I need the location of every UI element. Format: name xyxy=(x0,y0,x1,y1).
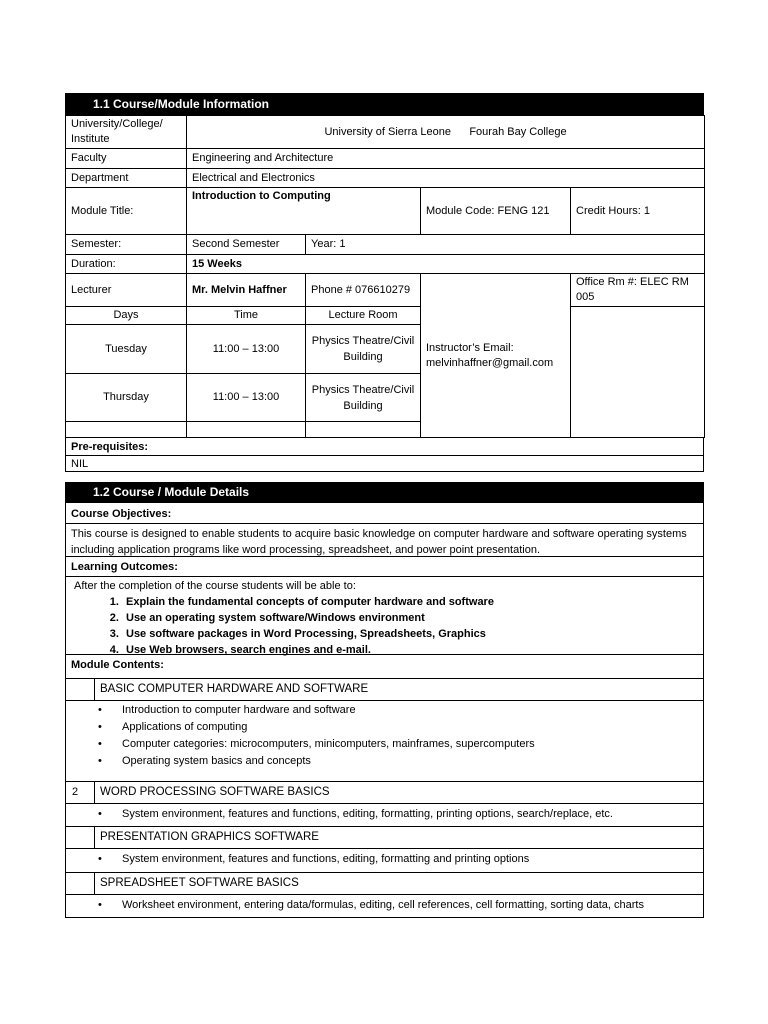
list-item: • Operating system basics and concepts xyxy=(122,753,698,770)
section-heading-course-info: 1.1 Course/Module Information xyxy=(65,93,704,115)
year-value: Year: 1 xyxy=(306,235,705,255)
list-item: • Introduction to computer hardware and software xyxy=(122,702,698,719)
faculty-label: Faculty xyxy=(66,149,187,169)
module-section-number: 2 xyxy=(66,782,95,803)
schedule-time: 11:00 – 13:00 xyxy=(187,374,306,422)
module-contents-label: Module Contents: xyxy=(65,655,704,679)
module-section-items xyxy=(65,701,704,782)
semester-label: Semester: xyxy=(66,235,187,255)
outcome-item: 1. Explain the fundamental concepts of computer hardware and software xyxy=(122,594,698,610)
office-blank xyxy=(571,307,705,438)
module-section-title: PRESENTATION GRAPHICS SOFTWARE xyxy=(100,831,319,843)
course-info-table xyxy=(65,115,705,438)
module-section-header xyxy=(65,679,704,701)
module-code: Module Code: FENG 121 xyxy=(421,188,571,235)
module-section-items xyxy=(65,895,704,918)
module-section-items xyxy=(65,849,704,873)
duration-label: Duration: xyxy=(66,255,187,274)
module-section-header xyxy=(65,827,704,849)
semester-value: Second Semester xyxy=(187,235,306,255)
schedule-time: 11:00 – 13:00 xyxy=(187,325,306,374)
instructor-email-cell xyxy=(421,274,571,438)
list-item: • System environment, features and functions, editing, formatting, printing options, search/replace, etc. xyxy=(122,806,698,823)
faculty-value: Engineering and Architecture xyxy=(187,149,705,169)
module-section-number xyxy=(66,873,95,894)
outcomes-block xyxy=(65,577,704,655)
institution-label: University/College/ Institute xyxy=(66,116,187,149)
outcome-item: 4. Use Web browsers, search engines and e-mail. xyxy=(122,642,698,658)
list-item: • Worksheet environment, entering data/formulas, editing, cell references, cell formatting, sorting data, charts xyxy=(122,897,698,914)
module-title-value: Introduction to Computing xyxy=(187,188,421,235)
list-item: • System environment, features and functions, editing, formatting and printing options xyxy=(122,851,698,868)
office-room: Office Rm #: ELEC RM 005 xyxy=(571,274,705,307)
credit-hours: Credit Hours: 1 xyxy=(571,188,705,235)
prereq-value: NIL xyxy=(65,456,704,472)
module-section-items xyxy=(65,804,704,827)
objectives-label: Course Objectives: xyxy=(65,502,704,524)
schedule-day: Tuesday xyxy=(66,325,187,374)
outcomes-intro: After the completion of the course students will be able to: xyxy=(74,580,356,592)
empty-cell xyxy=(66,422,187,438)
module-section-title: SPREADSHEET SOFTWARE BASICS xyxy=(100,877,299,889)
outcome-item: 3. Use software packages in Word Processing, Spreadsheets, Graphics xyxy=(122,626,698,642)
module-section-title: WORD PROCESSING SOFTWARE BASICS xyxy=(100,786,330,798)
institution-value: University of Sierra Leone Fourah Bay College xyxy=(187,116,705,149)
email-value: melvinhaffner@gmail.com xyxy=(426,356,554,369)
module-section-number xyxy=(66,679,95,700)
schedule-room: Physics Theatre/Civil Building xyxy=(306,325,421,374)
lecture-room-header: Lecture Room xyxy=(306,307,421,325)
schedule-room: Physics Theatre/Civil Building xyxy=(306,374,421,422)
duration-value: 15 Weeks xyxy=(187,255,705,274)
schedule-day: Thursday xyxy=(66,374,187,422)
department-label: Department xyxy=(66,169,187,188)
section-heading-course-details: 1.2 Course / Module Details xyxy=(65,482,704,502)
time-header: Time xyxy=(187,307,306,325)
document-page xyxy=(65,93,704,918)
phone-value: Phone # 076610279 xyxy=(306,274,421,307)
days-header: Days xyxy=(66,307,187,325)
module-section-number xyxy=(66,827,95,848)
module-section-header xyxy=(65,873,704,895)
empty-cell xyxy=(187,422,306,438)
objectives-text: This course is designed to enable students to acquire basic knowledge on computer hardware and software operating systems including application programs like word processing, spreadsheet, and power point presentation. xyxy=(65,524,704,557)
module-section-header xyxy=(65,782,704,804)
empty-cell xyxy=(306,422,421,438)
module-title-label: Module Title: xyxy=(66,188,187,235)
list-item: • Computer categories: microcomputers, minicomputers, mainframes, supercomputers xyxy=(122,736,698,753)
outcome-item: 2. Use an operating system software/Windows environment xyxy=(122,610,698,626)
outcomes-list xyxy=(71,594,698,658)
department-value: Electrical and Electronics xyxy=(187,169,705,188)
prereq-label: Pre-requisites: xyxy=(65,438,704,456)
email-label: Instructor’s Email: xyxy=(426,341,514,354)
lecturer-value: Mr. Melvin Haffner xyxy=(187,274,306,307)
list-item: • Applications of computing xyxy=(122,719,698,736)
outcomes-label: Learning Outcomes: xyxy=(65,557,704,577)
module-section-title: BASIC COMPUTER HARDWARE AND SOFTWARE xyxy=(100,683,369,695)
lecturer-label: Lecturer xyxy=(66,274,187,307)
